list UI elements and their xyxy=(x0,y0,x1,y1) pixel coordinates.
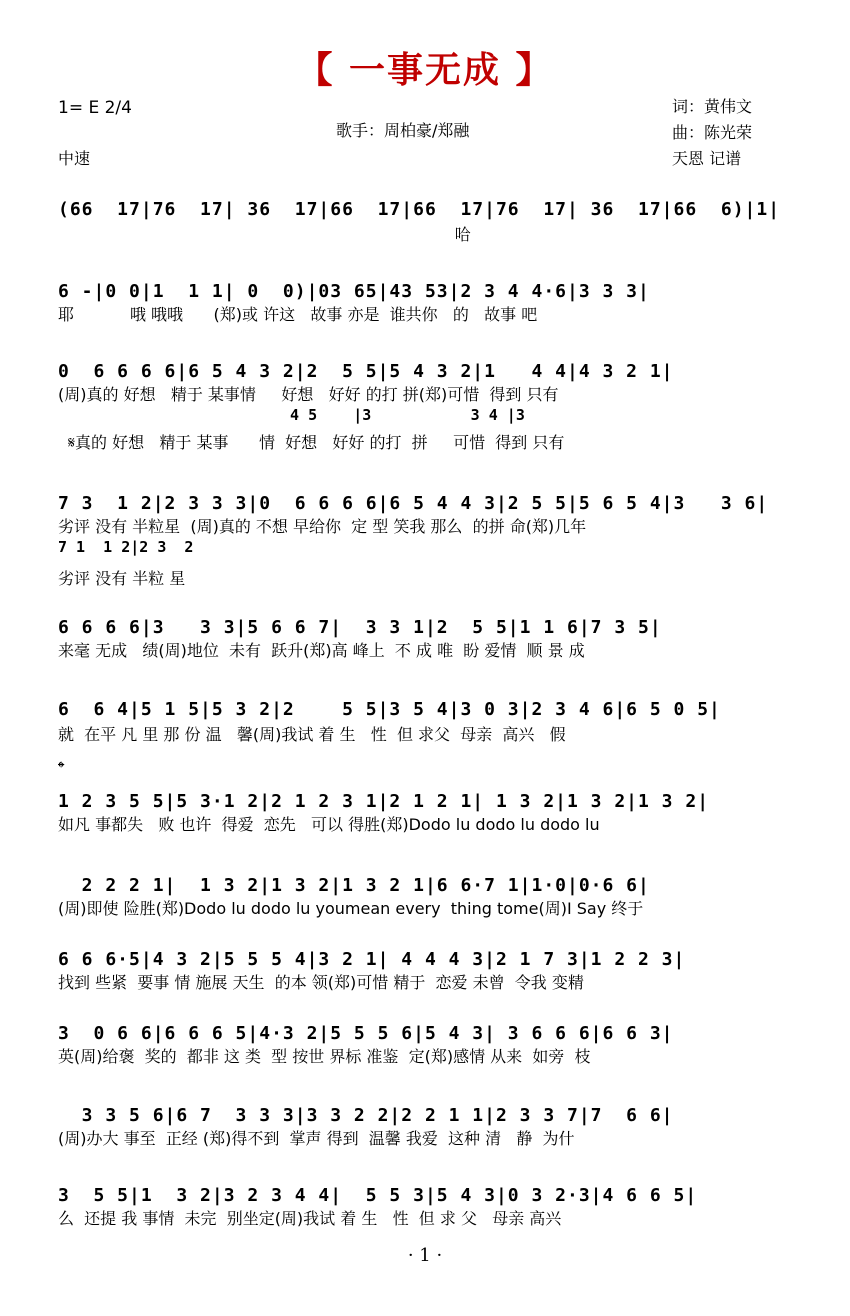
score-line-5: 6 6 6 6|3 3 3|5 6 6 7| 3 3 1|2 5 5|1 1 6|7 3 5| xyxy=(58,617,662,638)
score-line-6: 6 6 4|5 1 5|5 3 2|2 5 5|3 5 4|3 0 3|2 3 4 6|6 5 0 5| xyxy=(58,699,721,720)
key-signature: 1= E 2/4 xyxy=(58,98,132,118)
score-line-8: 2 2 2 1| 1 3 2|1 3 2|1 3 2 1|6 6·7 1|1·0|0·6 6| xyxy=(58,875,650,896)
score-line-7: 1 2 3 5 5|5 3·1 2|2 1 2 3 1|2 1 2 1| 1 3 2|1 3 2|1 3 2| xyxy=(58,791,710,812)
lyric-line-10: 英(周)给褒 奖的 都非 这 类 型 按世 界标 准鉴 定(郑)感情 从来 如旁 枝 xyxy=(58,1047,591,1066)
lyric-line-8: (周)即使 险胜(郑)Dodo lu dodo lu youmean every thing tome(周)I Say 终于 xyxy=(58,899,644,918)
lyricist-credit: 词：黄伟文 xyxy=(672,97,753,116)
score-line-1: (66 17|76 17| 36 17|66 17|66 17|76 17| 36 17|66 6)|1| xyxy=(58,199,781,220)
score-line-4: 7 3 1 2|2 3 3 3|0 6 6 6 6|6 5 4 4 3|2 5 5|5 6 5 4|3 3 6| xyxy=(58,493,769,514)
lyric-line-2: 耶 哦 哦哦 (郑)或 许这 故事 亦是 谁共你 的 故事 吧 xyxy=(58,305,538,324)
alt-lyric-line-4: 劣评 没有 半粒 星 xyxy=(58,569,186,588)
score-line-11: 3 3 5 6|6 7 3 3 3|3 3 2 2|2 2 1 1|2 3 3 7|7 6 6| xyxy=(58,1105,674,1126)
lyric-line-3: (周)真的 好想 精于 某事情 好想 好好 的打 拼(郑)可惜 得到 只有 xyxy=(58,385,559,404)
composer-credit: 曲：陈光荣 xyxy=(672,123,753,142)
song-title: 【 一事无成 】 xyxy=(296,50,554,91)
score-line-3: 0 6 6 6 6|6 5 4 3 2|2 5 5|5 4 3 2|1 4 4|4 3 2 1| xyxy=(58,361,674,382)
coda-sign: 𝄌 xyxy=(58,758,65,779)
lyric-line-7: 如凡 事都失 败 也许 得爱 恋先 可以 得胜(郑)Dodo lu dodo lu dodo lu xyxy=(58,815,600,834)
transcriber-credit: 天恩 记谱 xyxy=(672,149,742,168)
alt-notes-line-4: 7 1 1 2|2 3 2 xyxy=(58,538,194,556)
page-number: · 1 · xyxy=(407,1245,443,1266)
score-line-10: 3 0 6 6|6 6 6 5|4·3 2|5 5 5 6|5 4 3| 3 6 6 6|6 6 3| xyxy=(58,1023,674,1044)
lyric-line-6: 就 在平 凡 里 那 份 温 馨(周)我试 着 生 性 但 求父 母亲 高兴 假 xyxy=(58,725,566,744)
score-line-2: 6 -|0 0|1 1 1| 0 0)|03 65|43 53|2 3 4 4·6|3 3 3| xyxy=(58,281,650,302)
lyric-line-9: 找到 些紧 要事 情 施展 天生 的本 领(郑)可惜 精于 恋爱 未曾 令我 变精 xyxy=(58,973,584,992)
alt-lyric-line-3: 𝄋真的 好想 精于 某事 情 好想 好好 的打 拼 可惜 得到 只有 xyxy=(58,433,565,452)
score-line-9: 6 6 6·5|4 3 2|5 5 5 4|3 2 1| 4 4 4 3|2 1 7 3|1 2 2 3| xyxy=(58,949,686,970)
lyric-line-1: 哈 xyxy=(58,225,471,244)
alt-notes-line-3: 4 5 |3 3 4 |3 xyxy=(272,406,525,424)
tempo-marking: 中速 xyxy=(58,149,91,168)
lyric-line-11: (周)办大 事至 正经 (郑)得不到 掌声 得到 温馨 我爱 这种 清 静 为什 xyxy=(58,1129,575,1148)
singer-credit: 歌手：周柏豪/郑融 xyxy=(336,121,470,140)
credits-block xyxy=(672,94,752,172)
lyric-line-4: 劣评 没有 半粒星 (周)真的 不想 早给你 定 型 笑我 那么 的拼 命(郑)几年 xyxy=(58,517,587,536)
lyric-line-12: 么 还提 我 事情 未完 别坐定(周)我试 着 生 性 但 求 父 母亲 高兴 xyxy=(58,1209,562,1228)
lyric-line-5: 来毫 无成 绩(周)地位 未有 跃升(郑)高 峰上 不 成 唯 盼 爱情 顺 景 成 xyxy=(58,641,585,660)
score-line-12: 3 5 5|1 3 2|3 2 3 4 4| 5 5 3|5 4 3|0 3 2·3|4 6 6 5| xyxy=(58,1185,698,1206)
